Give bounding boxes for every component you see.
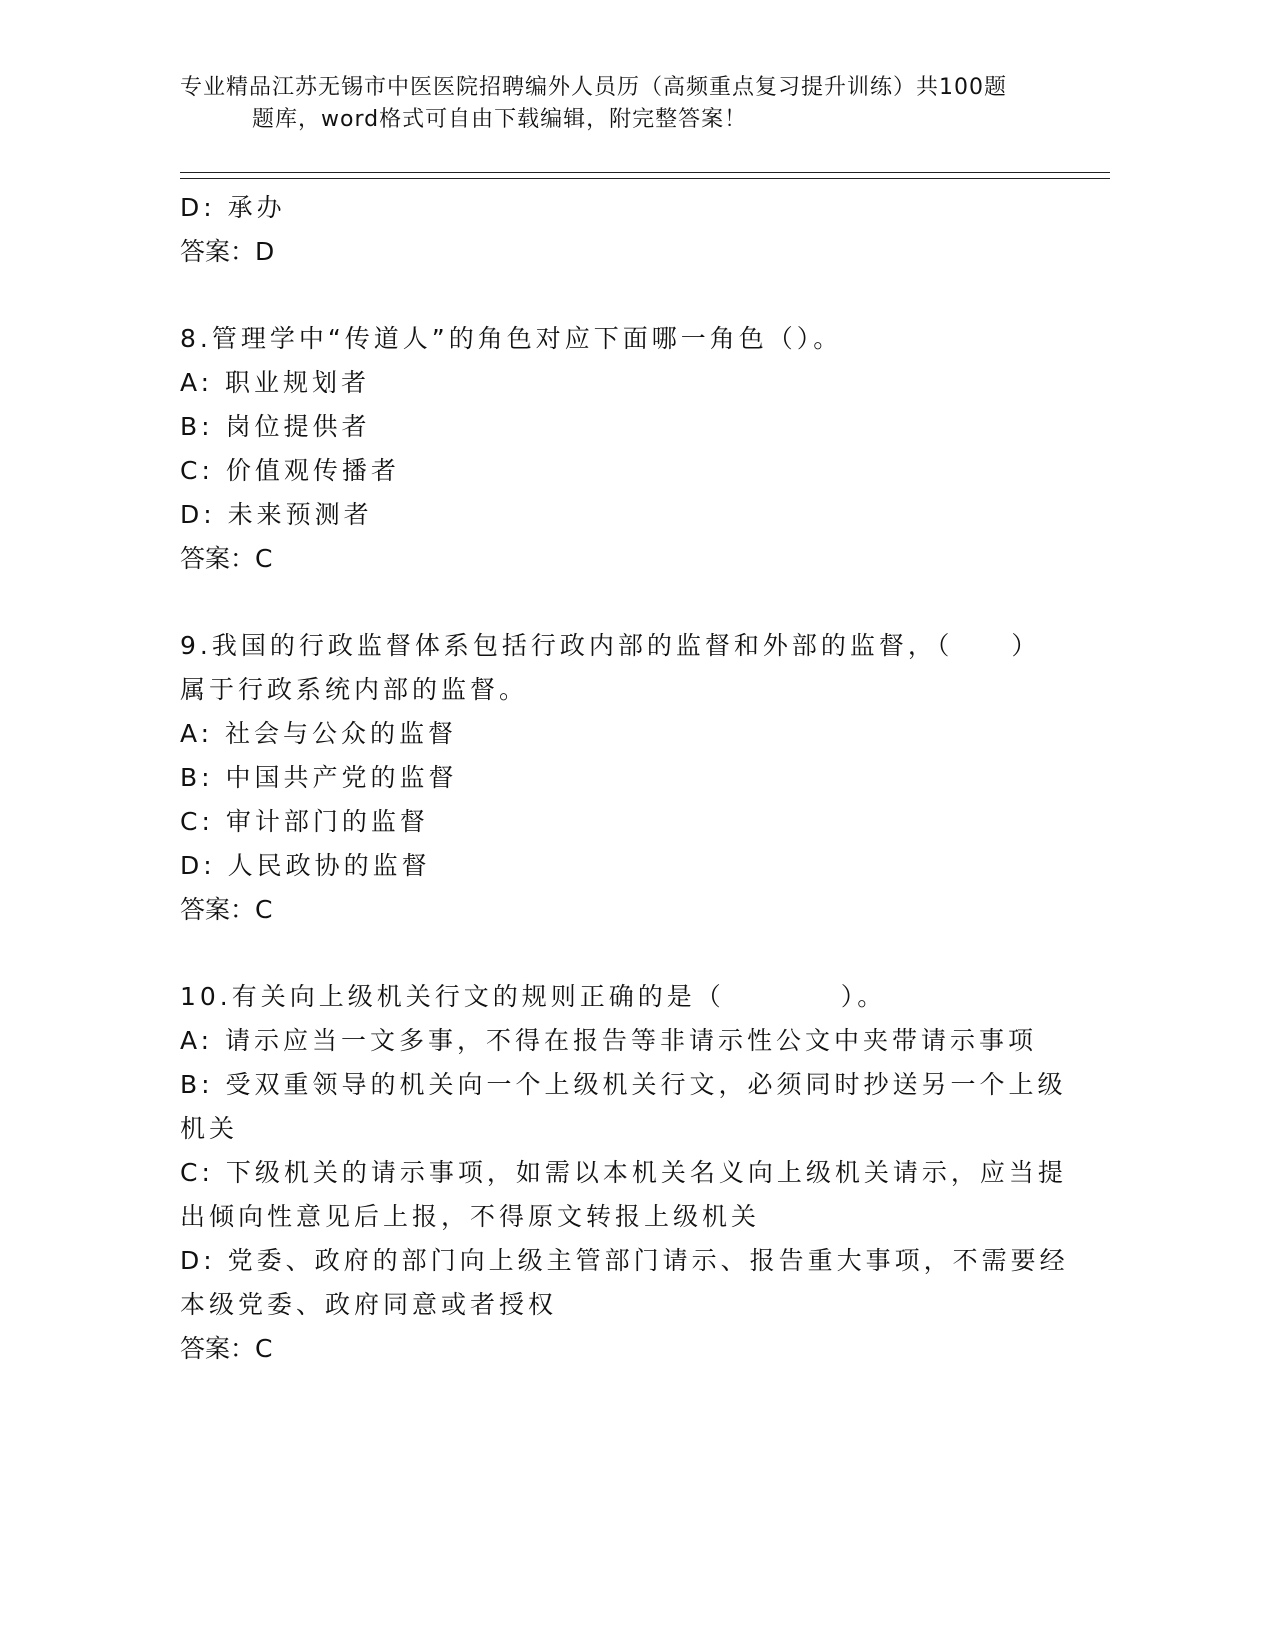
header-divider-bottom [180,178,1110,179]
option-d: D: 承办 [180,193,286,222]
question-9 [180,624,1040,932]
answer-line: 答案：C [180,1334,273,1363]
option-b: B: 中国共产党的监督 [180,763,458,792]
question-stem: 8.管理学中“传道人”的角色对应下面哪一角色（）。 [180,324,843,353]
option-a: A: 请示应当一文多事，不得在报告等非请示性公文中夹带请示事项 [180,1026,1038,1055]
option-a: A: 职业规划者 [180,368,371,397]
answer-line: 答案：D [180,237,275,266]
option-b: B: 受双重领导的机关向一个上级机关行文，必须同时抄送另一个上级 [180,1070,1067,1099]
option-c: C: 下级机关的请示事项，如需以本机关名义向上级机关请示，应当提 [180,1158,1067,1187]
question-stem: 10.有关向上级机关行文的规则正确的是（ ）。 [180,982,887,1011]
option-d: D: 党委、政府的部门向上级主管部门请示、报告重大事项，不需要经 [180,1246,1069,1275]
option-a: A: 社会与公众的监督 [180,719,458,748]
header-title-line-1: 专业精品江苏无锡市中医医院招聘编外人员历（高频重点复习提升训练）共100题 [180,75,1007,100]
header-divider-top [180,172,1110,173]
document-header [180,72,1080,136]
option-b: B: 岗位提供者 [180,412,371,441]
option-d-continued: 本级党委、政府同意或者授权 [180,1290,558,1319]
question-7-continued [180,186,1040,274]
document-body [180,186,1069,1414]
question-stem-continued: 属于行政系统内部的监督。 [180,675,529,704]
option-c-continued: 出倾向性意见后上报，不得原文转报上级机关 [180,1202,761,1231]
option-b-continued: 机关 [180,1114,239,1143]
question-8 [180,317,1040,581]
answer-line: 答案：C [180,895,273,924]
header-title-line-2: 题库，word格式可自由下载编辑，附完整答案！ [252,107,748,132]
option-d: D: 未来预测者 [180,500,373,529]
question-stem: 9.我国的行政监督体系包括行政内部的监督和外部的监督，（ ） [180,631,1041,660]
option-c: C: 价值观传播者 [180,456,400,485]
question-10 [180,975,1069,1371]
answer-line: 答案：C [180,544,273,573]
option-c: C: 审计部门的监督 [180,807,429,836]
option-d: D: 人民政协的监督 [180,851,431,880]
